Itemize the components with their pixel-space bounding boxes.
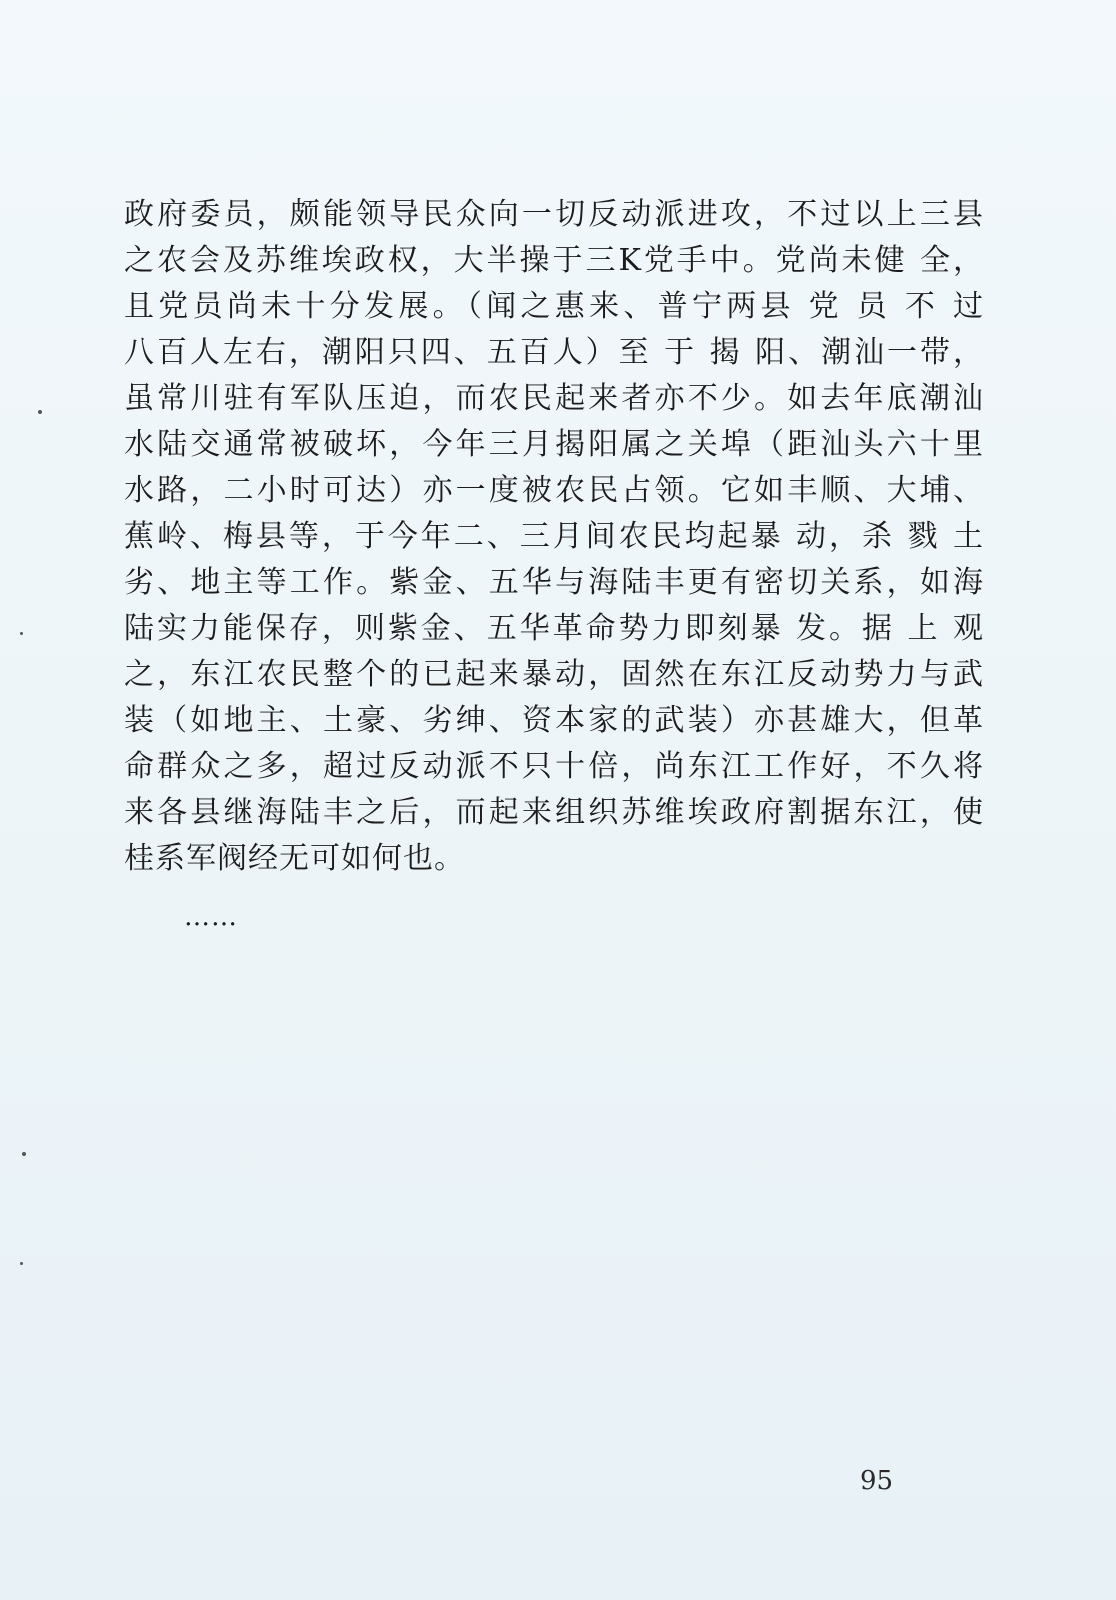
page-number: 95 <box>860 1466 894 1496</box>
text-line: 之农会及苏维埃政权，大半操于三K党手中。党尚未健 全， <box>124 243 984 278</box>
text-line: 八百人左右，潮阳只四、五百人）至 于 揭 阳、潮汕一带， <box>124 335 984 370</box>
scan-speck <box>20 632 23 635</box>
ellipsis: …… <box>184 902 238 932</box>
text-line: 来各县继海陆丰之后，而起来组织苏维埃政府割据东江，使 <box>124 795 984 830</box>
scan-speck <box>20 1262 23 1265</box>
scan-speck <box>38 410 42 414</box>
text-line: 水陆交通常被破坏，今年三月揭阳属之关埠（距汕头六十里 <box>124 427 984 462</box>
body-text <box>124 192 984 882</box>
text-line: 桂系军阀经无可如何也。 <box>124 841 465 876</box>
text-line: 陆实力能保存，则紫金、五华革命势力即刻暴 发。据 上 观 <box>124 611 984 646</box>
text-line: 命群众之多，超过反动派不只十倍，尚东江工作好，不久将 <box>124 749 984 784</box>
text-line: 之，东江农民整个的已起来暴动，固然在东江反动势力与武 <box>124 657 984 692</box>
text-line: 蕉岭、梅县等，于今年二、三月间农民均起暴 动，杀 戮 土 <box>124 519 984 554</box>
text-line: 且党员尚未十分发展。（闻之惠来、普宁两县 党 员 不 过 <box>124 289 984 324</box>
text-line: 水路，二小时可达）亦一度被农民占领。它如丰顺、大埔、 <box>124 473 984 508</box>
text-line: 劣、地主等工作。紫金、五华与海陆丰更有密切关系，如海 <box>124 565 984 600</box>
text-line: 装（如地主、土豪、劣绅、资本家的武装）亦甚雄大，但革 <box>124 703 984 738</box>
scan-speck <box>22 1152 26 1156</box>
text-line: 政府委员，颇能领导民众向一切反动派进攻，不过以上三县 <box>124 197 984 232</box>
text-line: 虽常川驻有军队压迫，而农民起来者亦不少。如去年底潮汕 <box>124 381 984 416</box>
